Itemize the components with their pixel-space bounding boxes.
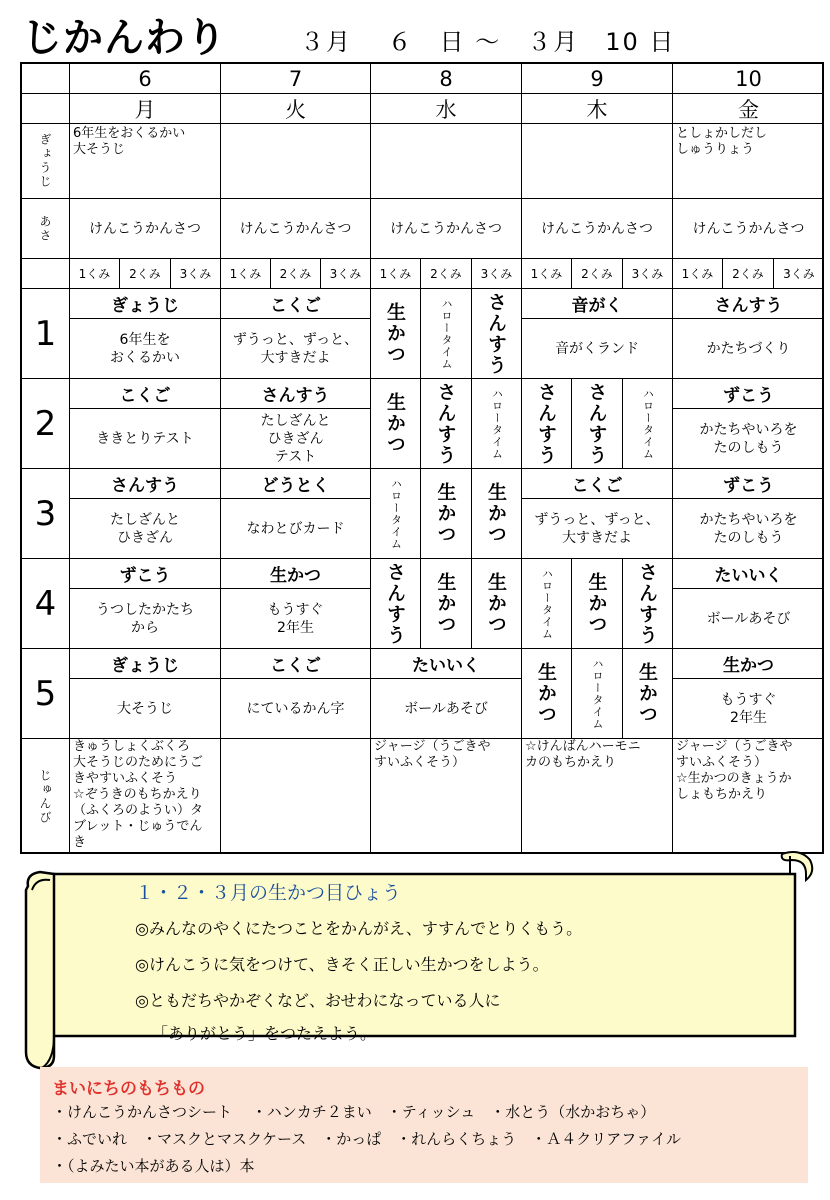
asa-cell: けんこうかんさつ: [70, 199, 221, 259]
class-subject-cell: 生かつ: [522, 649, 572, 739]
subject-cell: こくご: [221, 289, 371, 319]
subject-cell: 音がく: [522, 289, 673, 319]
class-subject-cell: さんすう: [623, 559, 673, 649]
goal-line: ◎けんこうに気をつけて、きそく正しい生かつをしよう。: [135, 955, 549, 974]
gyouji-cell: [221, 124, 371, 199]
period-number: 5: [22, 649, 70, 739]
gyouji-cell: [371, 124, 522, 199]
gyouji-cell: 6年生をおくるかい 大そうじ: [70, 124, 221, 199]
belongings-line: ・けんこうかんさつシート ・ハンカチ２まい ・ティッシュ ・水とう（水かおちゃ）: [52, 1103, 656, 1121]
class-subject-cell: 生かつ: [472, 559, 522, 649]
class-label: 2くみ: [120, 259, 171, 289]
gyouji-cell: としょかしだし しゅうりょう: [673, 124, 824, 199]
class-subject-cell: さんすう: [572, 379, 623, 469]
activity-cell: かたちやいろを たのしもう: [673, 409, 824, 469]
date-range: ３月 ６ 日 〜 ３月 10 日: [300, 28, 676, 56]
activity-cell: ボールあそび: [673, 589, 824, 649]
activity-cell: ずうっと、ずっと、 大すきだよ: [522, 499, 673, 559]
subject-cell: こくご: [522, 469, 673, 499]
subject-cell: ずこう: [673, 379, 824, 409]
page-title: じかんわり: [22, 15, 227, 61]
activity-cell: にているかん字: [221, 679, 371, 739]
class-label: 1くみ: [673, 259, 723, 289]
activity-cell: 音がくランド: [522, 319, 673, 379]
activity-cell: ずうっと、ずっと、 大すきだよ: [221, 319, 371, 379]
day-of-week: 火: [221, 94, 371, 124]
asa-cell: けんこうかんさつ: [371, 199, 522, 259]
day-number: 10: [673, 64, 824, 94]
class-label: 3くみ: [472, 259, 522, 289]
subject-cell: こくご: [70, 379, 221, 409]
activity-cell: たしざんと ひきざん: [70, 499, 221, 559]
period-number: 1: [22, 289, 70, 379]
class-subject-cell: 生かつ: [623, 649, 673, 739]
goal-line: 「ありがとう」をつたえよう。: [152, 1024, 377, 1043]
class-subject-cell: ハロータイム: [572, 649, 623, 739]
goal-line: ◎ともだちやかぞくなど、おせわになっている人に: [135, 991, 501, 1010]
class-label: 1くみ: [221, 259, 271, 289]
class-subject-cell: さんすう: [371, 559, 421, 649]
class-subject-cell: 生かつ: [472, 469, 522, 559]
asa-cell: けんこうかんさつ: [221, 199, 371, 259]
class-subject-cell: ハロータイム: [472, 379, 522, 469]
class-label: 1くみ: [522, 259, 572, 289]
class-label: 3くみ: [321, 259, 371, 289]
timetable: [20, 62, 824, 854]
activity-cell: 大そうじ: [70, 679, 221, 739]
activity-cell: かたちやいろを たのしもう: [673, 499, 824, 559]
junbi-cell: きゅうしょくぶくろ 大そうじのためにうご きやすいふくそう ☆ぞうきのもちかえり （ふくろのようい）タ ブレット・じゅうでん き: [70, 739, 221, 854]
activity-cell: ききとりテスト: [70, 409, 221, 469]
junbi-cell: [221, 739, 371, 854]
class-subject-cell: 生かつ: [371, 379, 421, 469]
gyouji-cell: [522, 124, 673, 199]
class-label: 2くみ: [421, 259, 472, 289]
subject-cell: さんすう: [221, 379, 371, 409]
subject-cell: 生かつ: [673, 649, 824, 679]
corner-cell: [22, 94, 70, 124]
day-of-week: 水: [371, 94, 522, 124]
subject-cell: ずこう: [70, 559, 221, 589]
activity-cell: 6年生を おくるかい: [70, 319, 221, 379]
activity-cell: ボールあそび: [371, 679, 522, 739]
class-subject-cell: ハロータイム: [421, 289, 472, 379]
activity-cell: なわとびカード: [221, 499, 371, 559]
class-label: 3くみ: [623, 259, 673, 289]
activity-cell: たしざんと ひきざん テスト: [221, 409, 371, 469]
class-label: 3くみ: [774, 259, 824, 289]
activity-cell: もうすぐ 2年生: [221, 589, 371, 649]
row-label-gyouji: ぎょうじ: [22, 124, 70, 199]
activity-cell: うつしたかたち から: [70, 589, 221, 649]
day-of-week: 月: [70, 94, 221, 124]
row-label-asa: あさ: [22, 199, 70, 259]
belongings-line: ・ふでいれ ・マスクとマスクケース ・かっぱ ・れんらくちょう ・Ａ４クリアファイル: [52, 1130, 681, 1148]
day-number: 6: [70, 64, 221, 94]
corner-cell: [22, 259, 70, 289]
belongings-line: ・（よみたい本がある人は）本: [52, 1157, 255, 1175]
subject-cell: さんすう: [673, 289, 824, 319]
subject-cell: ずこう: [673, 469, 824, 499]
class-subject-cell: 生かつ: [371, 289, 421, 379]
corner-cell: [22, 64, 70, 94]
activity-cell: かたちづくり: [673, 319, 824, 379]
subject-cell: ぎょうじ: [70, 289, 221, 319]
subject-cell: 生かつ: [221, 559, 371, 589]
day-number: 9: [522, 64, 673, 94]
belongings-title: まいにちのもちもの: [52, 1079, 205, 1099]
asa-cell: けんこうかんさつ: [522, 199, 673, 259]
asa-cell: けんこうかんさつ: [673, 199, 824, 259]
goals-title: １・２・３月の生かつ目ひょう: [135, 882, 402, 904]
class-subject-cell: ハロータイム: [522, 559, 572, 649]
class-subject-cell: 生かつ: [421, 469, 472, 559]
class-label: 2くみ: [271, 259, 321, 289]
period-number: 4: [22, 559, 70, 649]
subject-cell: さんすう: [70, 469, 221, 499]
class-subject-cell: さんすう: [472, 289, 522, 379]
subject-cell: どうとく: [221, 469, 371, 499]
class-label: 3くみ: [171, 259, 221, 289]
class-subject-cell: ハロータイム: [371, 469, 421, 559]
activity-cell: もうすぐ 2年生: [673, 679, 824, 739]
class-subject-cell: さんすう: [421, 379, 472, 469]
junbi-cell: ☆けんばんハーモニ カのもちかえり: [522, 739, 673, 854]
class-subject-cell: さんすう: [522, 379, 572, 469]
period-number: 2: [22, 379, 70, 469]
class-label: 2くみ: [723, 259, 774, 289]
class-subject-cell: ハロータイム: [623, 379, 673, 469]
class-label: 1くみ: [70, 259, 120, 289]
subject-cell: ぎょうじ: [70, 649, 221, 679]
row-label-junbi: じゅんび: [22, 739, 70, 854]
day-number: 7: [221, 64, 371, 94]
day-number: 8: [371, 64, 522, 94]
junbi-cell: ジャージ（うごきや すいふくそう） ☆生かつのきょうか しょもちかえり: [676, 739, 793, 802]
class-subject-cell: 生かつ: [421, 559, 472, 649]
class-label: 1くみ: [371, 259, 421, 289]
subject-cell: こくご: [221, 649, 371, 679]
subject-cell: たいいく: [673, 559, 824, 589]
day-of-week: 木: [522, 94, 673, 124]
day-of-week: 金: [673, 94, 824, 124]
class-label: 2くみ: [572, 259, 623, 289]
junbi-cell: ジャージ（うごきや すいふくそう）: [371, 739, 522, 854]
class-subject-cell: 生かつ: [572, 559, 623, 649]
period-number: 3: [22, 469, 70, 559]
goal-line: ◎みんなのやくにたつことをかんがえ、すすんでとりくもう。: [135, 919, 583, 938]
subject-cell: たいいく: [371, 649, 522, 679]
